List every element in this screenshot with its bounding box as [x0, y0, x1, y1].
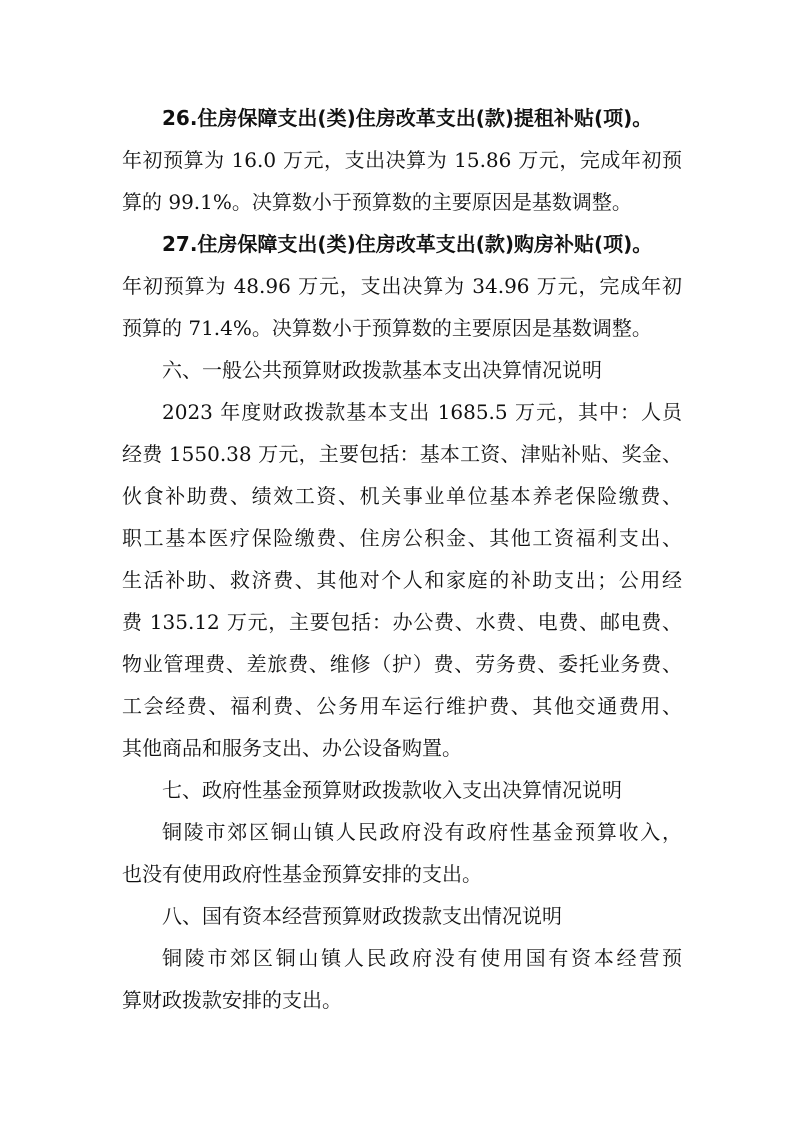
section-6-paragraph-line: 费 135.12 万元，主要包括：办公费、水费、电费、邮电费、	[122, 610, 682, 634]
section-6-paragraph-line: 物业管理费、差旅费、维修（护）费、劳务费、委托业务费、	[122, 652, 682, 676]
section-7-paragraph-line: 铜陵市郊区铜山镇人民政府没有政府性基金预算收入，	[162, 820, 682, 844]
item-27-text-line: 年初预算为 48.96 万元，支出决算为 34.96 万元，完成年初	[122, 274, 682, 298]
item-26-text-line: 算的 99.1%。决算数小于预算数的主要原因是基数调整。	[122, 190, 632, 214]
section-8-paragraph-line: 铜陵市郊区铜山镇人民政府没有使用国有资本经营预	[162, 946, 682, 970]
section-6-paragraph-line: 经费 1550.38 万元，主要包括：基本工资、津贴补贴、奖金、	[122, 442, 682, 466]
item-26-text-line: 年初预算为 16.0 万元，支出决算为 15.86 万元，完成年初预	[122, 148, 682, 172]
section-6-heading: 六、一般公共预算财政拨款基本支出决算情况说明	[162, 358, 602, 382]
section-6-paragraph-line: 工会经费、福利费、公务用车运行维护费、其他交通费用、	[122, 694, 682, 718]
section-8-heading: 八、国有资本经营预算财政拨款支出情况说明	[162, 904, 562, 928]
section-6-paragraph-line: 生活补助、救济费、其他对个人和家庭的补助支出；公用经	[122, 568, 682, 592]
section-8-paragraph-line: 算财政拨款安排的支出。	[122, 988, 342, 1012]
item-27-text-line: 预算的 71.4%。决算数小于预算数的主要原因是基数调整。	[122, 316, 652, 340]
section-6-paragraph-line: 其他商品和服务支出、办公设备购置。	[122, 736, 462, 760]
section-6-paragraph-line: 职工基本医疗保险缴费、住房公积金、其他工资福利支出、	[122, 526, 682, 550]
section-7-heading: 七、政府性基金预算财政拨款收入支出决算情况说明	[162, 778, 622, 802]
section-7-paragraph-line: 也没有使用政府性基金预算安排的支出。	[122, 862, 482, 886]
section-6-paragraph-line: 伙食补助费、绩效工资、机关事业单位基本养老保险缴费、	[122, 484, 682, 508]
item-27-heading: 27.住房保障支出(类)住房改革支出(款)购房补贴(项)。	[162, 232, 653, 256]
section-6-paragraph-line: 2023 年度财政拨款基本支出 1685.5 万元，其中：人员	[162, 400, 682, 424]
item-26-heading: 26.住房保障支出(类)住房改革支出(款)提租补贴(项)。	[162, 106, 653, 130]
